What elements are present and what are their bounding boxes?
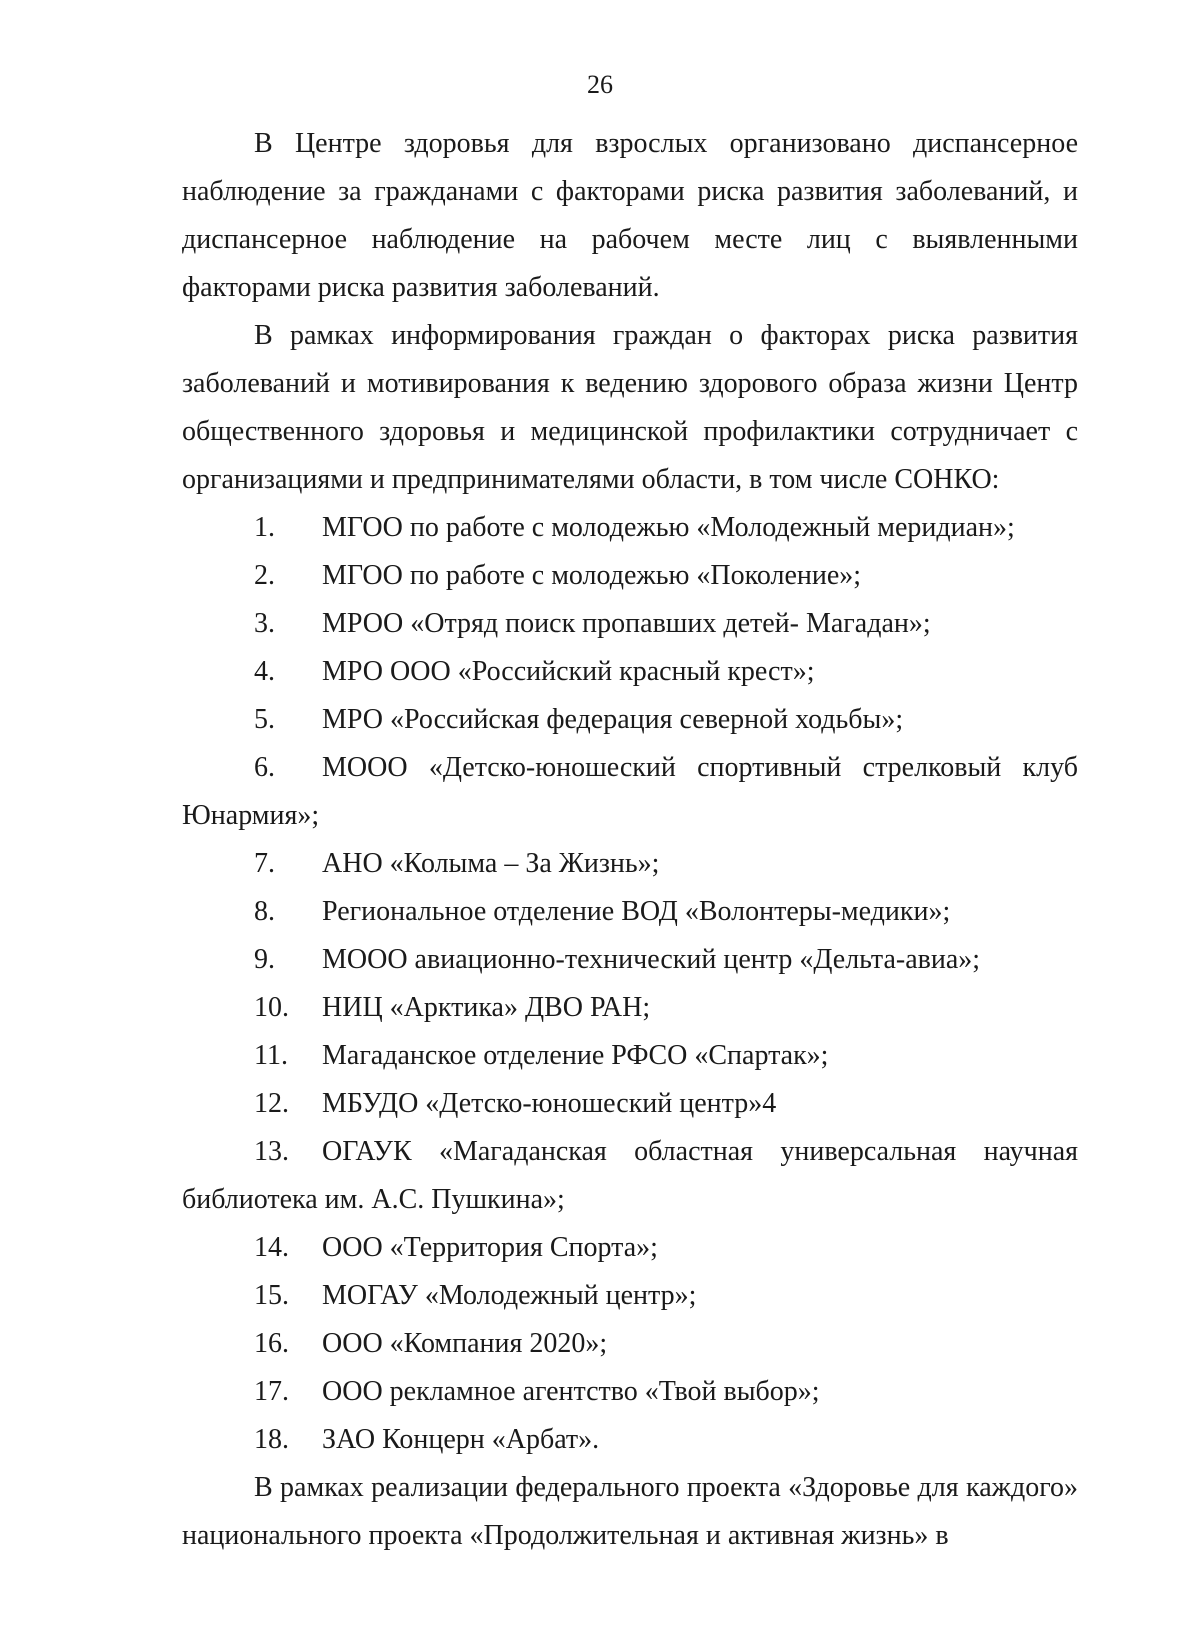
list-item [182,840,1078,888]
list-item-number: 17. [254,1376,289,1407]
list-item [182,1032,1078,1080]
list-item [182,696,1078,744]
document-body [182,120,1078,1560]
organization-list [182,504,1078,1464]
list-item [182,984,1078,1032]
list-item [182,1320,1078,1368]
list-item-number: 15. [254,1280,289,1311]
list-item-text: Региональное отделение ВОД «Волонтеры-медики»; [322,896,951,927]
list-item-text: ООО рекламное агентство «Твой выбор»; [322,1376,820,1407]
list-item [182,1368,1078,1416]
list-item [182,504,1078,552]
paragraph: В рамках реализации федерального проекта «Здоровье для каждого» национального проекта «Продолжительная и активная жизнь» в [182,1472,1078,1551]
list-item-number: 16. [254,1328,289,1359]
list-item-text: МООО авиационно-технический центр «Дельта-авиа»; [322,944,981,975]
paragraph: В Центре здоровья для взрослых организовано диспансерное наблюдение за гражданами с факторами риска развития заболеваний, и диспансерное наблюдение на рабочем месте лиц с выявленными факторами риска развития заболеваний. [182,128,1078,303]
list-item-text: ОГАУК «Магаданская областная универсальная научная библиотека им. А.С. Пушкина»; [182,1136,1078,1215]
list-item-number: 2. [254,560,275,591]
list-item [182,1272,1078,1320]
list-item-text: МГОО по работе с молодежью «Поколение»; [322,560,862,591]
list-item-number: 13. [254,1136,289,1167]
list-item-text: МБУДО «Детско-юношеский центр»4 [322,1088,777,1119]
list-item-text: НИЦ «Арктика» ДВО РАН; [322,992,651,1023]
list-item [182,552,1078,600]
list-item [182,600,1078,648]
list-item [182,648,1078,696]
list-item-text: АНО «Колыма – За Жизнь»; [322,848,660,879]
list-item-number: 6. [254,752,275,783]
list-item [182,1416,1078,1464]
list-item-text: МРО ООО «Российский красный крест»; [322,656,815,687]
list-item-text: ООО «Компания 2020»; [322,1328,608,1359]
list-item-number: 7. [254,848,275,879]
list-item-text: ЗАО Концерн «Арбат». [322,1424,600,1455]
list-item-text: ООО «Территория Спорта»; [322,1232,658,1263]
list-item-text: МОГАУ «Молодежный центр»; [322,1280,697,1311]
list-item-text: МГОО по работе с молодежью «Молодежный меридиан»; [322,512,1015,543]
list-item [182,1128,1078,1224]
list-item [182,1224,1078,1272]
list-item [182,744,1078,840]
list-item-text: МРО «Российская федерация северной ходьбы»; [322,704,904,735]
list-item [182,888,1078,936]
list-item-text: Магаданское отделение РФСО «Спартак»; [322,1040,829,1071]
list-item-number: 4. [254,656,275,687]
list-item-number: 3. [254,608,275,639]
list-item-number: 1. [254,512,275,543]
list-item-number: 11. [254,1040,288,1071]
list-item [182,936,1078,984]
list-item-number: 9. [254,944,275,975]
list-item-text: МООО «Детско-юношеский спортивный стрелковый клуб Юнармия»; [182,752,1078,831]
list-item-number: 5. [254,704,275,735]
paragraph: В рамках информирования граждан о факторах риска развития заболеваний и мотивирования к ведению здорового образа жизни Центр общественного здоровья и медицинской профилактики сотрудничает с организациями и предпринимателями области, в том числе СОНКО: [182,320,1078,495]
list-item-number: 14. [254,1232,289,1263]
list-item [182,1080,1078,1128]
list-item-number: 10. [254,992,289,1023]
list-item-number: 18. [254,1424,289,1455]
list-item-number: 12. [254,1088,289,1119]
list-item-number: 8. [254,896,275,927]
list-item-text: МРОО «Отряд поиск пропавших детей- Магадан»; [322,608,931,639]
page-number: 26 [587,70,613,99]
